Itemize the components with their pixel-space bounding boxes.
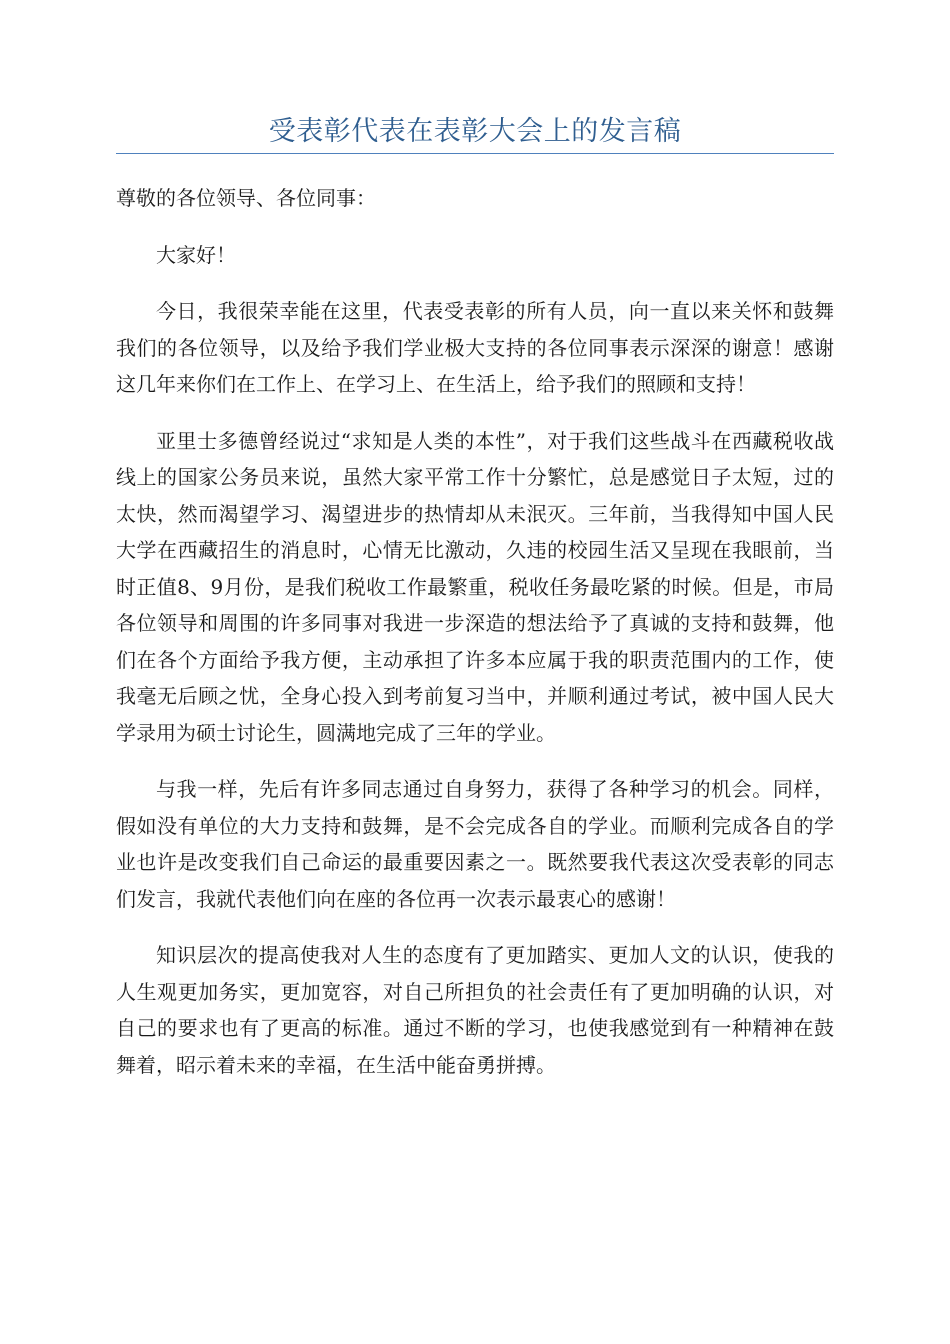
- paragraph-greeting: 大家好！: [156, 242, 236, 267]
- document-body: [116, 180, 834, 1103]
- paragraph-reflection: 知识层次的提高使我对人生的态度有了更加踏实、更加人文的认识，使我的人生观更加务实，更加宽容，对自己所担负的社会责任有了更加明确的认识，对自己的要求也有了更高的标准。通过不断的学习，也使我感觉到有一种精神在鼓舞着，昭示着未来的幸福，在生活中能奋勇拼搏。: [116, 943, 834, 1077]
- paragraph-thanks: 今日，我很荣幸能在这里，代表受表彰的所有人员，向一直以来关怀和鼓舞我们的各位领导，以及给予我们学业极大支持的各位同事表示深深的谢意！感谢这几年来你们在工作上、在学习上、在生活上，给予我们的照顾和支持！: [116, 299, 834, 396]
- paragraph-study-story: 亚里士多德曾经说过“求知是人类的本性”，对于我们这些战斗在西藏税收战线上的国家公务员来说，虽然大家平常工作十分繁忙，总是感觉日子太短，过的太快，然而渴望学习、渴望进步的热情却从未泯灭。三年前，当我得知中国人民大学在西藏招生的消息时，心情无比激动，久违的校园生活又呈现在我眼前，当时正值8、9月份，是我们税收工作最繁重，税收任务最吃紧的时候。但是，市局各位领导和周围的许多同事对我进一步深造的想法给予了真诚的支持和鼓舞，他们在各个方面给予我方便，主动承担了许多本应属于我的职责范围内的工作，使我毫无后顾之忧，全身心投入到考前复习当中，并顺利通过考试，被中国人民大学录用为硕士讨论生，圆满地完成了三年的学业。: [116, 428, 834, 745]
- document-title: 受表彰代表在表彰大会上的发言稿: [268, 116, 682, 147]
- paragraph-colleagues: 与我一样，先后有许多同志通过自身努力，获得了各种学习的机会。同样，假如没有单位的大力支持和鼓舞，是不会完成各自的学业。而顺利完成各自的学业也许是改变我们自己命运的最重要因素之一。既然要我代表这次受表彰的同志们发言，我就代表他们向在座的各位再一次表示最衷心的感谢！: [116, 777, 834, 911]
- salutation: 尊敬的各位领导、各位同事：: [116, 186, 376, 210]
- title-underline: [116, 153, 834, 154]
